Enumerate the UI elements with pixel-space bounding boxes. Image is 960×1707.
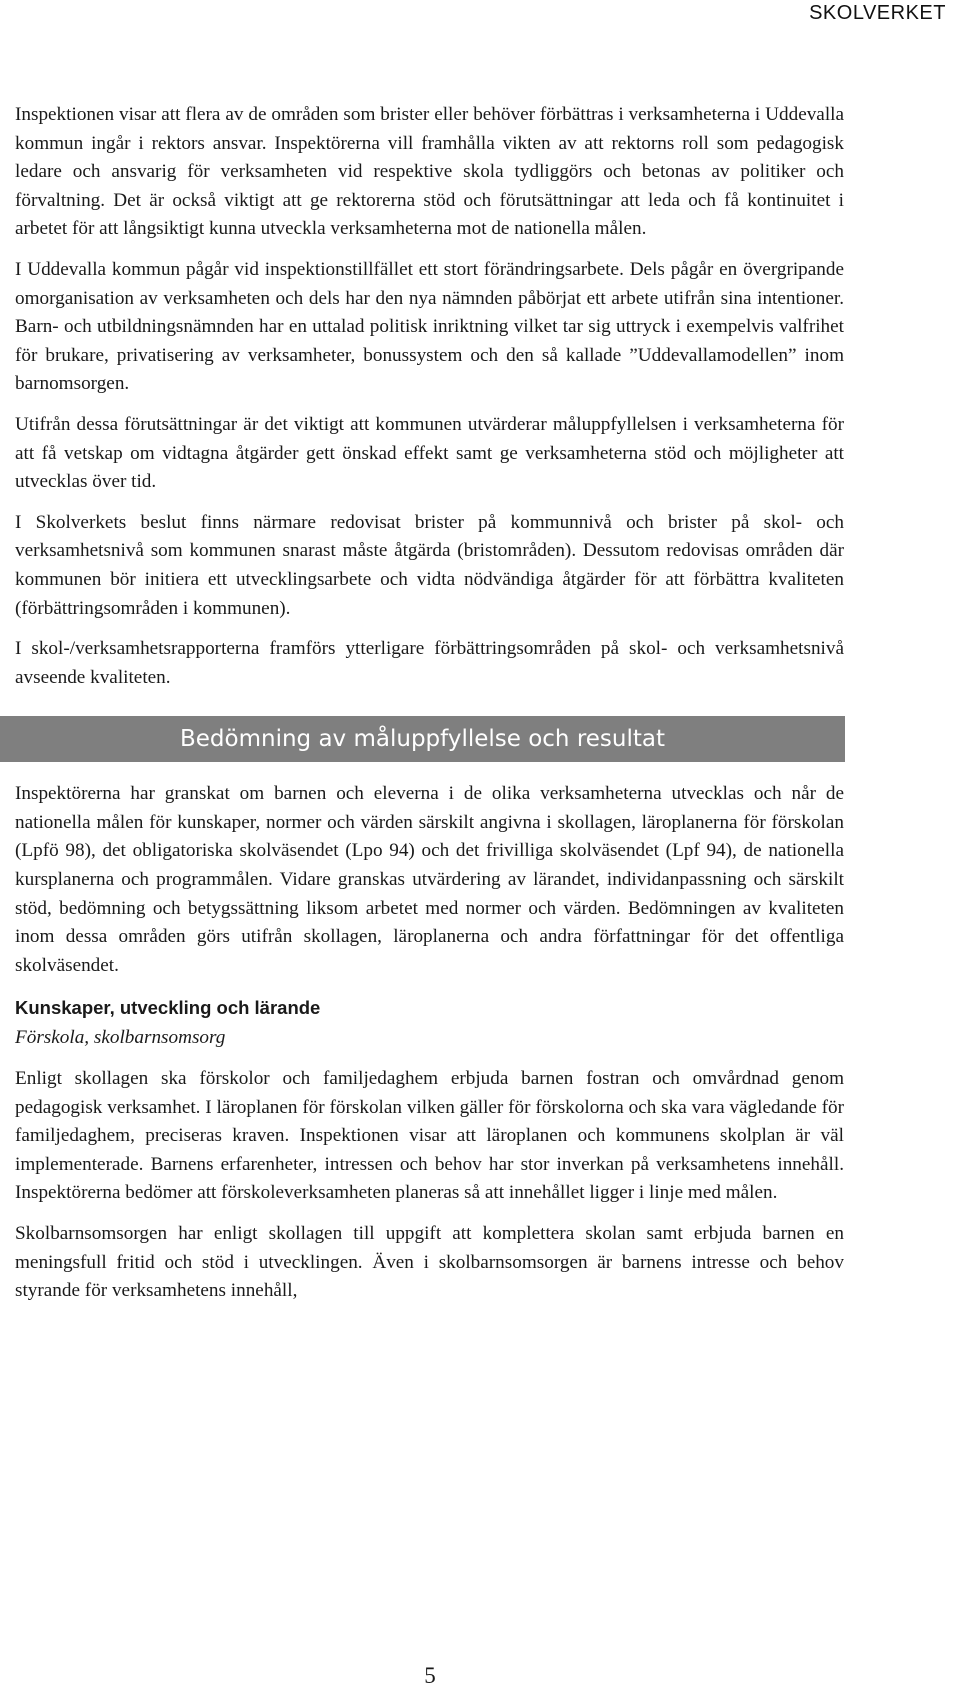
section-intro: Inspektörerna har granskat om barnen och eleverna i de olika verksamheterna utvecklas och når de nationella målen för kunskaper, normer och värden särskilt angivna i skollagen, läroplanerna för förskolan (Lpfö 98), det obligatoriska skolväsendet (Lpo 94) och det frivilliga skolväsendet (Lpf 94), de nationella kursplanerna och programmålen. Vidare granskas utvärdering av lärandet, individanpassning och särskilt stöd, bedömning och betygssättning liksom arbetet med normer och värden. Bedömningen av kvaliteten inom dessa områden görs utifrån skollagen, läroplanerna och andra författningar för det offentliga skolväsendet. — [15, 783, 844, 976]
document-body — [15, 101, 844, 1318]
paragraph: Enligt skollagen ska förskolor och familjedaghem erbjuda barnen fostran och omvårdnad genom pedagogisk verksamhet. I läroplanen för förskolan vilken gäller för förskolorna och ska vara vägledande för familjedaghem, preciseras kraven. Inspektionen visar att läroplanen och kommunens skolplan är väl implementerade. Barnens erfarenheter, intressen och behov har stor inverkan på verksamhetens innehåll. Inspektörerna bedömer att förskoleverksamheten planeras så att innehållet ligger i linje med målen. — [15, 1068, 844, 1204]
paragraph: Skolbarnsomsorgen har enligt skollagen till uppgift att komplettera skolan samt erbjuda barnen en meningsfull fritid och stöd i utvecklingen. Även i skolbarnsomsorgen är barnens intresse och behov styrande för verksamhetens innehåll, — [15, 1223, 844, 1302]
paragraph: I Uddevalla kommun pågår vid inspektionstillfället ett stort förändringsarbete. Dels pågår en övergripande omorganisation av verksamheten och dels har den nya nämnden påbörjat ett arbete utifrån sina intentioner. Barn- och utbildningsnämnden har en uttalad politisk inriktning vilket tar sig uttryck i exempelvis valfrihet för brukare, privatisering av verksamheter, bonussystem och den så kallade ”Uddevallamodellen” inom barnomsorgen. — [15, 258, 844, 395]
paragraph: I Skolverkets beslut finns närmare redovisat brister på kommunnivå och brister på skol- och verksamhetsnivå som kommunen snarast måste åtgärda (bristområden). Dessutom redovisas områden där kommunen bör initiera ett utvecklingsarbete och vidta nödvändiga åtgärder för att förbättra kvaliteten (förbättringsområden i kommunen). — [15, 511, 844, 619]
brand-header: SKOLVERKET — [809, 2, 946, 24]
section-banner: Bedömning av måluppfyllelse och resultat — [0, 716, 845, 762]
paragraph: Inspektionen visar att flera av de områden som brister eller behöver förbättras i verksamheterna i Uddevalla kommun ingår i rektors ansvar. Inspektörerna vill framhålla vikten av att rektorns roll som pedagogisk ledare och ansvarig för verksamheten vid respektive skola tydliggörs och betonas av politiker och förvaltning. Det är också viktigt att ge rektorerna stöd och förutsättningar att leda och få kontinuitet i arbetet för att långsiktigt kunna utveckla verksamheterna mot de nationella målen. — [15, 104, 844, 240]
paragraph: I skol-/verksamhetsrapporterna framförs ytterligare förbättringsområden på skol- och verksamhetsnivå avseende kvaliteten. — [15, 638, 844, 688]
subsection-subheading: Förskola, skolbarnsomsorg — [15, 1027, 226, 1049]
subsection-heading: Kunskaper, utveckling och lärande — [15, 997, 321, 1019]
paragraph: Utifrån dessa förutsättningar är det viktigt att kommunen utvärderar måluppfyllelsen i verksamheterna för att få vetskap om vidtagna åtgärder gett önskad effekt samt ge verksamheterna stöd och möjligheter att utvecklas över tid. — [15, 413, 844, 493]
page-number: 5 — [424, 1663, 436, 1688]
